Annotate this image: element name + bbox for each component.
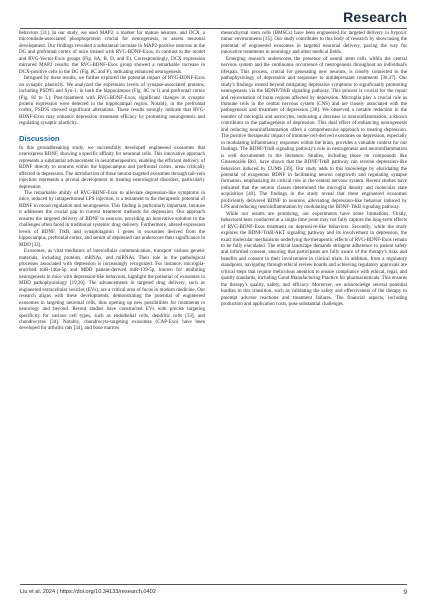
- paragraph: Exosomes, as vital mediators of intercellular communication, transport various genetic materials, including proteins, mRNAs, and miRNAs. Their role in the pathological processes associated with depression is increasingly recognized. For instance, microglia-enriched miR-146a-5p and MDD patient-derived miR-139-5p, known for inhibiting neurogenesis in mice with depression-like behaviors, highlight the potential of exosomes in MDD pathophysiology [19,20]. The advancements in targeted drug delivery, such as engineered extracellular vesicles (EVs), are a critical area of focus in modern medicine. Our research aligns with these developments, demonstrating the potential of engineered exosomes in targeting neuronal cells, thus opening up new possibilities for treatments in neurology and beyond. Recent studies have constructed EVs with precise targeting specificity for various cell types, such as endothelial cells, dendritic cells [33], and chondrocytes [34]. Notably, chondrocyte-targeting exosomes (CAP-Exo) have been developed for arthritic rats [34], and bone marrow: [19, 249, 205, 332]
- page-number: 9: [403, 589, 407, 596]
- section-heading: Discussion: [19, 133, 60, 143]
- paragraph: While our results are promising, our experiments have some limitations. Firstly, behavioral tests conducted at a single time point may not fully capture the long-term effects of RVG-BDNF-Exos treatment on depressive-like behaviors. Secondly, while the study explores the BDNF/TrkB/AKT signaling pathway and its involvement in depression, the exact molecular mechanisms underlying the therapeutic effects of RVG-BDNF-Exos remain to be fully elucidated. The ethical landscape demands stringent adherence to patient safety and informed consent, ensuring that participants are fully aware of the therapy's risks and benefits and consent to their involvement in clinical trials. In addition, from a regulatory standpoint, navigating through ethical review boards and achieving regulatory approvals are critical steps that require meticulous attention to ensure compliance with ethical, legal, and quality standards, including Good Manufacturing Practice for pharmaceuticals. This ensures the therapy's quality, safety, and efficacy. Moreover, we acknowledge several potential hurdles in this transition, such as validating the safety and effectiveness of the therapy to preempt adverse reactions and treatment failures. The financial aspects, including production and application costs, pose substantial challenges: [221, 211, 407, 308]
- paragraph: Emerging research underscores the presence of neural stem cells within the central nervous system and the continuous occurrence of neurogenesis throughout an individual's lifespan. This process, crucial for generating new neurons, is closely connected to the pathophysiology of depression and responses to antidepressant treatments [36,37]. Our study's findings extend beyond mitigating depressive symptoms to significantly promoting neurogenesis via the BDNF/TrkB signaling pathway. This process is crucial for the repair and rejuvenation of brain regions affected by depression. Microglia play a crucial role as immune cells in the central nervous system (CNS) and are closely associated with the pathogenesis and treatment of depression [38]. We observed a notable reduction in the number of microglia and astrocytes, indicating a decrease in neuroinflammation, a known contributor to the pathogenesis of depression. This dual effect of enhancing neurogenesis and reducing neuroinflammation offers a comprehensive approach to treating depression. The positive therapeutic impact of immune cell-derived exosomes on depression, especially in modulating inflammatory responses within the brain, provides a valuable context for our findings. The BDNF/TrkB signaling pathway's role in neurogenesis and neuroinflammation is well documented in the literature. Studies, including those on compounds like Ginsenoside Rb1, have shown that the BDNF/TrkB pathway can reverse depression-like behaviors induced by CUMS [39]. Our study adds to this knowledge by elucidating the potential of exogenous BDNF in facilitating neuron outgrowth and regulating synapse formation, emphasizing its critical role in the central nervous system. Recent studies have indicated that the neuron classes determined the microglia density and molecular state acquisition [40]. The findings in the study reveal that these engineered exosomes proficiently delivered BDNF to neurons, alleviating depression-like behavior induced by LPS and reducing neuroinflammation by modulating the BDNF-TrkB signaling pathway.: [221, 56, 407, 211]
- journal-name: Research: [343, 9, 407, 25]
- paragraph: behaviors [31]. In our study, we used MAP2, a marker for mature neurons, and DCX, a microtubule-associated phosphoprotein crucial for neurogenesis, to assess neuronal development. Our findings revealed a substantial increase in MAP2-positive neurons in the DG and prefrontal cortex of mice treated with RVG-BDNF-Exos, in contrast to the model and RVG-Vector-Exos groups (Fig. 8A, B, D, and E). Correspondingly, DCX expression mirrored MAP2 results; the RVG-BDNF-Exos group showed a remarkable increase in DCX-positive cells in the DG (Fig. 8C and F), indicating enhanced neurogenesis.: [19, 31, 205, 75]
- paragraph: mesenchymal stem cells (BMSCs) have been engineered for targeted delivery in hypoxic tumor environments [35]. Our study contributes to this body of research by showcasing the potential of engineered exosomes in targeted neuronal delivery, paving the way for innovative treatments in neurology and other medical fields.: [221, 31, 407, 56]
- paragraph: The remarkable ability of RVG-BDNF-Exos to alleviate depression-like symptoms in mice, induced by intraperitoneal LPS injection, is a testament to the therapeutic potential of BDNF in mood regulation and neurogenesis. This finding is particularly important, because it addresses the crucial gap in current treatment methods for depression. Our approach ensures the targeted delivery of BDNF to neurons, providing an innovative solution to the challenges often faced in traditional systemic drug delivery. Furthermore, altered expression levels of BDNF, TrkB, and synaptotagmin 1 genes in exosomes derived from the hippocampus, prefrontal cortex, and serum of depressed rats underscore their significance in MDD [32].: [19, 190, 205, 248]
- left-column: [19, 31, 205, 333]
- header-rule: [20, 28, 407, 29]
- page-footer: [20, 589, 407, 596]
- citation-doi[interactable]: Liu et al. 2024 | https://doi.org/10.34133/research.0402: [20, 589, 156, 595]
- right-column: [221, 31, 407, 308]
- paragraph: In this groundbreaking study, we successfully developed engineered exosomes that overexpress BDNF, showing a specific affinity for neuronal cells. This innovative approach represents a substantial advancement in neurotherapeutics, enabling the efficient delivery of BDNF directly to neurons within the hippocampus and prefrontal cortex, areas critically affected in depression. The introduction of these neuron-targeted exosomes through tail-vein injection represents a pivotal development in treating neurological disorders, particularly depression.: [19, 145, 205, 190]
- paragraph: Intrigued by these results, we further explored the potential impact of RVG-BDNF-Exos on synaptic plasticity. We analyzed the expression levels of synapse-associated proteins, including PSD95 and Syn-1, in both the hippocampus (Fig. 8G to I) and prefrontal cortex (Fig. 8J to L). Post-treatment with RVG-BDNF-Exos, significant changes in synaptic protein expression were detected in the hippocampal region. Notably, in the prefrontal cortex, PSD95 showed significant alterations. These results strongly indicate that RVG-BDNF-Exos may enhance depression treatment efficacy by promoting neurogenesis and regulating synaptic plasticity.: [19, 76, 205, 127]
- footer-rule: [20, 584, 407, 585]
